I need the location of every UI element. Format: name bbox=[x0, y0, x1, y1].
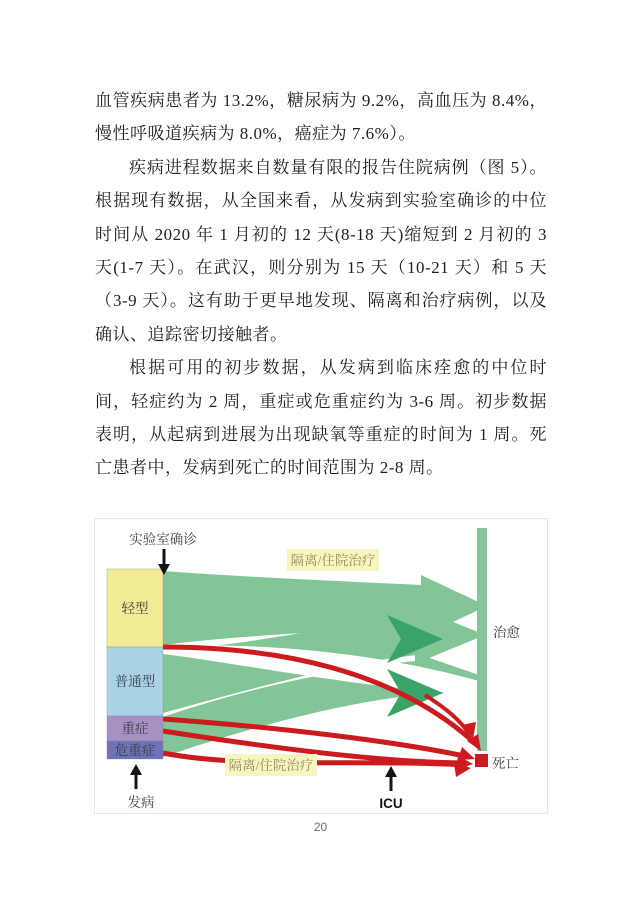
severe-label: 重症 bbox=[121, 721, 149, 736]
cured-bar bbox=[477, 528, 487, 751]
isolation-bottom-label bbox=[225, 754, 317, 776]
paragraph-3: 根据可用的初步数据，从发病到临床痊愈的中位时间，轻症约为 2 周，重症或危重症约为 3-6 周。初步数据表明，从起病到进展为出现缺氧等重症的时间为 1 周。死亡患者中，发病到死亡的时间范围为 2-8 周。 bbox=[95, 358, 547, 478]
mild-label: 轻型 bbox=[121, 601, 149, 616]
svg-text:隔离/住院治疗: 隔离/住院治疗 bbox=[290, 553, 376, 568]
sankey-diagram bbox=[95, 519, 545, 811]
paragraph-1: 血管疾病患者为 13.2%，糖尿病为 9.2%，高血压为 8.4%，慢性呼吸道疾病为 8.0%，癌症为 7.6%）。 bbox=[95, 91, 547, 144]
onset-label: 发病 bbox=[127, 795, 155, 810]
icu-label: ICU bbox=[379, 796, 403, 811]
paragraph-2: 疾病进程数据来自数量有限的报告住院病例（图 5）。根据现有数据，从全国来看，从发病到实验室确诊的中位时间从 2020 年 1 月初的 12 天(8-18 天)缩短到 2 月初的 3 天(1-7 天）。在武汉，则分别为 15 天（10-21 天）和 5 天（3-9 天）。这有助于更早地发现、隔离和治疗病例，以及确认、追踪密切接触者。 bbox=[95, 157, 547, 344]
isolation-top-label bbox=[287, 549, 379, 571]
critical-label: 危重症 bbox=[114, 743, 156, 758]
up-arrow-icon bbox=[385, 766, 397, 791]
up-arrow-icon bbox=[130, 764, 142, 789]
lab-confirmed-label: 实验室确诊 bbox=[129, 532, 197, 547]
body-text bbox=[95, 84, 547, 485]
cured-label: 治愈 bbox=[493, 625, 520, 640]
svg-text:隔离/住院治疗: 隔离/住院治疗 bbox=[228, 758, 314, 773]
flow-branch-to-death bbox=[425, 695, 470, 735]
page-number: 20 bbox=[313, 820, 328, 834]
death-square bbox=[475, 754, 488, 767]
death-label: 死亡 bbox=[492, 756, 519, 771]
moderate-label: 普通型 bbox=[114, 674, 156, 689]
figure-5-disease-progression bbox=[94, 518, 548, 814]
